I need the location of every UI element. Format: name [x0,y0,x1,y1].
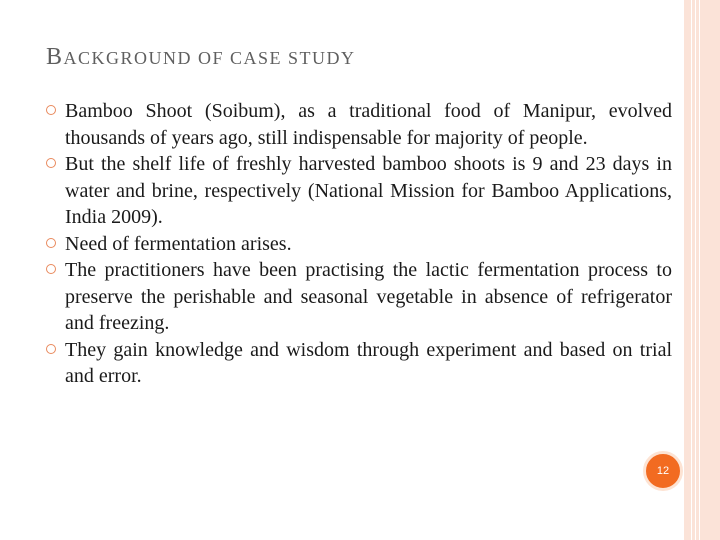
list-item [46,231,672,258]
list-item [46,151,672,231]
side-bar-stripe [691,0,692,540]
list-item [46,257,672,337]
side-bar-stripe [699,0,700,540]
slide-title [46,44,356,71]
bullet-text: The practitioners have been practising the lactic fermentation process to preserve the perishable and seasonal vegetable in absence of refrigerator and freezing. [65,259,672,334]
circle-bullet-icon [46,105,56,115]
slide-title-rest: ACKGROUND OF CASE STUDY [63,48,356,68]
page-number-badge: 12 [643,451,683,491]
bullet-text: They gain knowledge and wisdom through experiment and based on trial and error. [65,338,672,387]
slide-title-initial: B [46,44,64,70]
bullet-list [46,98,672,390]
side-bar-stripe [695,0,696,540]
bullet-text: Bamboo Shoot (Soibum), as a traditional food of Manipur, evolved thousands of years ago, still indispensable for majority of people. [65,100,672,149]
circle-bullet-icon [46,158,56,168]
bullet-text: But the shelf life of freshly harvested bamboo shoots is 9 and 23 days in water and brine, respectively (National Mission for Bamboo Applications, India 2009). [65,153,672,228]
circle-bullet-icon [46,264,56,274]
circle-bullet-icon [46,344,56,354]
bullet-text: Need of fermentation arises. [65,232,292,255]
list-item [46,337,672,390]
decorative-side-bar [684,0,720,540]
circle-bullet-icon [46,238,56,248]
list-item [46,98,672,151]
